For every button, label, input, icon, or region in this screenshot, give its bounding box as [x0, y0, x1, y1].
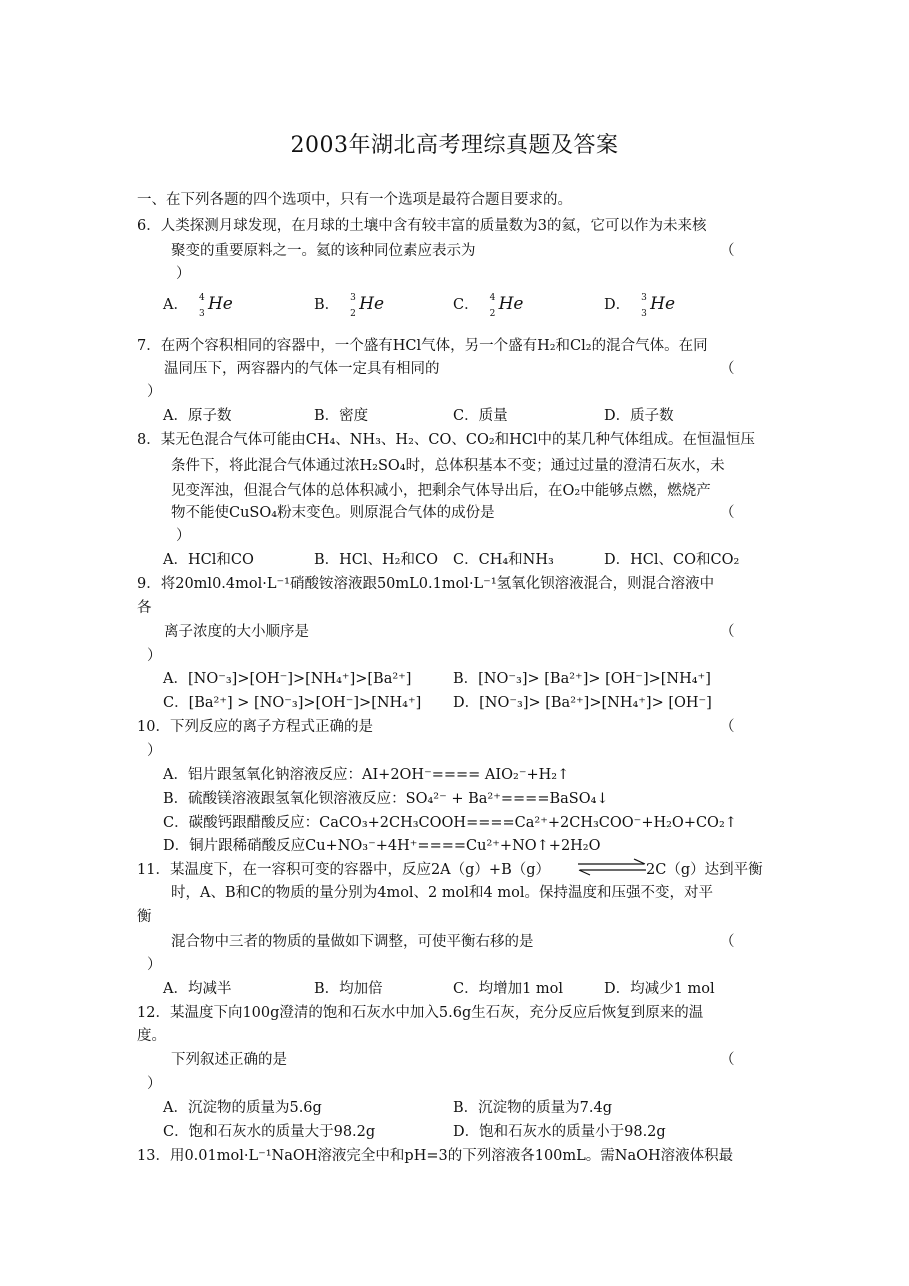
q6-paren-close: ）	[176, 266, 191, 282]
q11-line2-wrap: 衡	[137, 909, 152, 925]
q12-option-c: C．饱和石灰水的质量大于98.2g	[163, 1124, 376, 1140]
q11-line2: 时，A、B和C的物质的量分别为4mol、2 mol和4 mol。保持温度和压强不变，对平	[171, 885, 713, 901]
q13-line1: 13．用0.01mol·L⁻¹NaOH溶液完全中和pH=3的下列溶液各100mL。需NaOH溶液体积最	[137, 1148, 734, 1164]
q11-paren-open: （	[720, 934, 735, 950]
q10-option-d: D．铜片跟稀硝酸反应Cu+NO₃⁻+4H⁺====Cu²⁺+NO↑+2H₂O	[163, 838, 601, 854]
q10-option-c: C．碳酸钙跟醋酸反应：CaCO₃+2CH₃COOH====Ca²⁺+2CH₃COO⁻+H₂O+CO₂↑	[163, 815, 737, 831]
q11-line1-end: 2C（g）达到平衡	[646, 862, 763, 878]
q12-paren-close: ）	[147, 1076, 162, 1092]
q9-paren-open: （	[720, 624, 735, 640]
q6-option-d	[604, 293, 676, 319]
q10-line1: 10．下列反应的离子方程式正确的是	[137, 719, 373, 735]
q8-line4: 物不能使CuSO₄粉末变色。则原混合气体的成份是	[171, 505, 495, 521]
q8-line1: 8．某无色混合气体可能由CH₄、NH₃、H₂、CO、CO₂和HCl中的某几种气体组成。在恒温恒压	[137, 432, 756, 448]
q8-line2: 条件下，将此混合气体通过浓H₂SO₄时，总体积基本不变；通过过量的澄清石灰水，未	[171, 458, 725, 474]
q8-option-d: D．HCl、CO和CO₂	[604, 552, 740, 568]
q7-line1: 7．在两个容积相同的容器中，一个盛有HCl气体，另一个盛有H₂和Cl₂的混合气体。在同	[137, 338, 708, 354]
q12-paren-open: （	[720, 1052, 735, 1068]
q7-option-c: C．质量	[453, 408, 508, 424]
q9-option-d: D．[NO⁻₃]> [Ba²⁺]>[NH₄⁺]> [OH⁻]	[453, 695, 712, 711]
q7-option-a: A．原子数	[163, 408, 232, 424]
q6-paren-open: （	[720, 243, 735, 259]
q11-option-b: B．均加倍	[314, 981, 383, 997]
q12-option-d: D．饱和石灰水的质量小于98.2g	[453, 1124, 666, 1140]
q7-option-b: B．密度	[314, 408, 369, 424]
q11-line1: 11．某温度下，在一容积可变的容器中，反应2A（g）+B（g）	[137, 862, 551, 878]
q7-paren-close: ）	[147, 384, 162, 400]
q8-option-a: A．HCl和CO	[163, 552, 254, 568]
q6-option-b-label: B．	[314, 297, 340, 313]
q12-line1: 12．某温度下向100g澄清的饱和石灰水中加入5.6g生石灰，充分反应后恢复到原来的温	[137, 1005, 704, 1021]
q11-option-c: C．均增加1 mol	[453, 981, 564, 997]
q9-option-c: C．[Ba²⁺] > [NO⁻₃]>[OH⁻]>[NH₄⁺]	[163, 695, 422, 711]
q8-paren-close: ）	[176, 528, 191, 544]
q12-option-b: B．沉淀物的质量为7.4g	[453, 1100, 612, 1116]
q6-option-b	[314, 293, 385, 319]
q6-option-a-label: A．	[163, 297, 188, 313]
q10-option-a: A．铝片跟氢氧化钠溶液反应：AI+2OH⁻==== AIO₂⁻+H₂↑	[163, 767, 570, 783]
q7-line2: 温同压下，两容器内的气体一定具有相同的	[164, 361, 440, 377]
q8-line3: 见变浑浊，但混合气体的总体积减小，把剩余气体导出后，在O₂中能够点燃，燃烧产	[171, 483, 711, 499]
q11-paren-close: ）	[147, 957, 162, 973]
q11-option-d: D．均减少1 mol	[604, 981, 715, 997]
q7-paren-open: （	[720, 361, 735, 377]
q8-paren-open: （	[720, 505, 735, 521]
q6-option-c-label: C．	[453, 297, 479, 313]
q6-line2: 聚变的重要原料之一。氦的该种同位素应表示为	[171, 243, 476, 259]
q8-option-b: B．HCl、H₂和CO	[314, 552, 438, 568]
q9-line2: 离子浓度的大小顺序是	[164, 624, 309, 640]
section-intro: 一、在下列各题的四个选项中，只有一个选项是最符合题目要求的。	[137, 192, 572, 208]
q6-option-d-isotope: 3 3 He	[641, 293, 676, 319]
equilibrium-arrow-icon	[576, 858, 648, 876]
q9-paren-close: ）	[147, 648, 162, 664]
q11-option-a: A．均减半	[163, 981, 232, 997]
q6-option-d-label: D．	[604, 297, 631, 313]
q10-paren-close: ）	[147, 743, 162, 759]
q9-option-b: B．[NO⁻₃]> [Ba²⁺]> [OH⁻]>[NH₄⁺]	[453, 671, 711, 687]
q6-option-a	[163, 293, 233, 319]
q6-option-b-isotope: 3 2 He	[350, 293, 385, 319]
q6-option-a-isotope: 4 3 He	[198, 293, 233, 319]
q10-option-b: B．硫酸镁溶液跟氢氧化钡溶液反应：SO₄²⁻ + Ba²⁺====BaSO₄↓	[163, 791, 609, 807]
q10-paren-open: （	[720, 719, 735, 735]
q6-option-c	[453, 293, 524, 319]
q12-option-a: A．沉淀物的质量为5.6g	[163, 1100, 322, 1116]
q12-line2: 下列叙述正确的是	[171, 1052, 287, 1068]
q9-line1: 9．将20ml0.4mol·L⁻¹硝酸铵溶液跟50mL0.1mol·L⁻¹氢氧化钡溶液混合，则混合溶液中	[137, 576, 715, 592]
q6-option-c-isotope: 4 2 He	[489, 293, 524, 319]
q8-option-c: C．CH₄和NH₃	[453, 552, 554, 568]
q7-option-d: D．质子数	[604, 408, 674, 424]
q9-line1-wrap: 各	[137, 600, 152, 616]
q9-option-a: A．[NO⁻₃]>[OH⁻]>[NH₄⁺]>[Ba²⁺]	[163, 671, 412, 687]
document-title: 2003年湖北高考理综真题及答案	[290, 133, 619, 158]
q11-line3: 混合物中三者的物质的量做如下调整，可使平衡右移的是	[171, 934, 534, 950]
q12-line1-wrap: 度。	[137, 1028, 166, 1044]
q6-line1: 6．人类探测月球发现，在月球的土壤中含有较丰富的质量数为3的氦，它可以作为未来核	[137, 218, 707, 234]
